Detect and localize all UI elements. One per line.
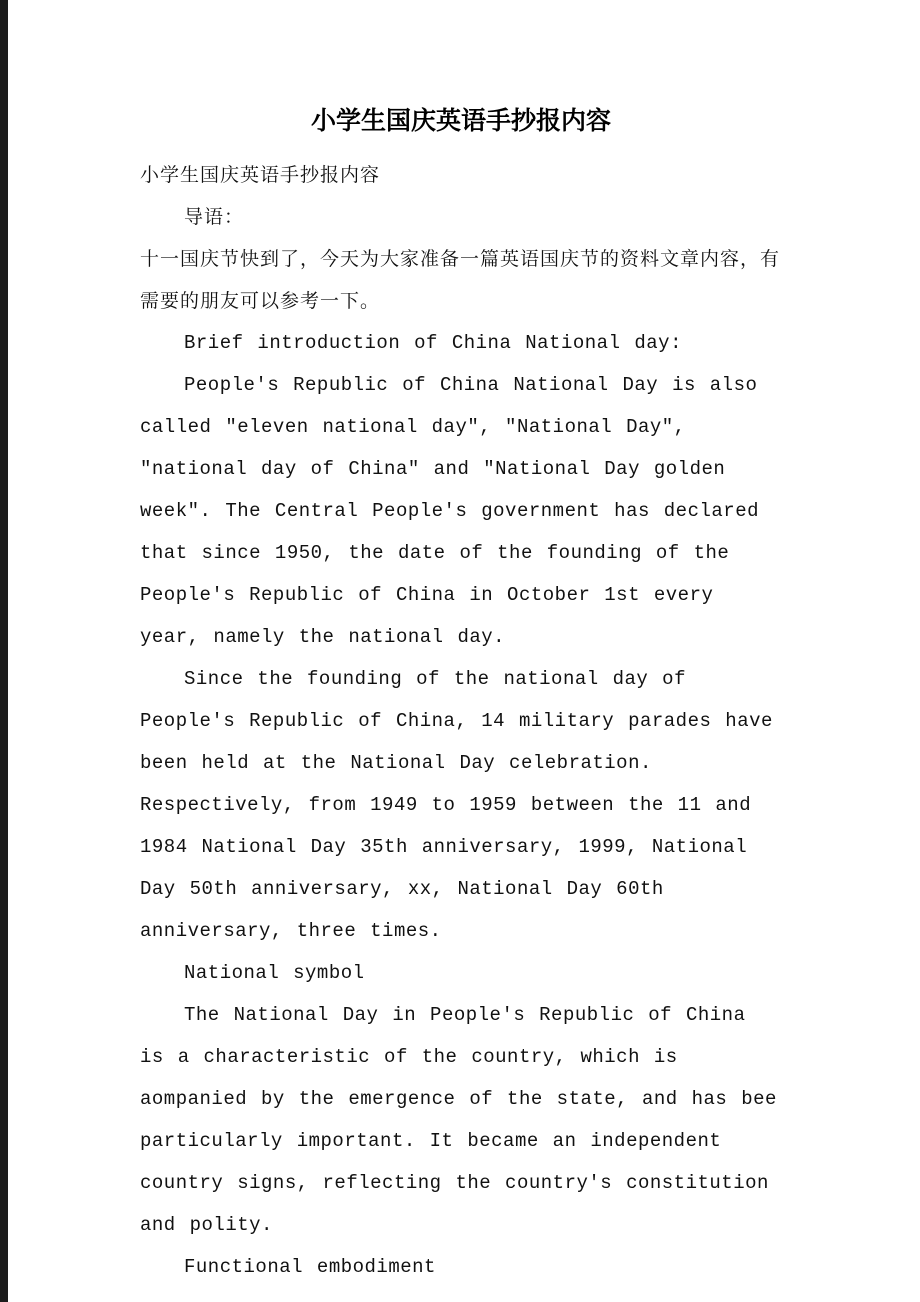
- paragraph: People's Republic of China National Day is also called "eleven national day", "National Day", "national day of China" and "National Day golden week". The Central People's government has declared that since 1950, the date of the founding of the People's Republic of China in October 1st every year, namely the national day.: [140, 374, 759, 648]
- paragraph: Brief introduction of China National day:: [184, 332, 682, 354]
- paragraph: 十一国庆节快到了，今天为大家准备一篇英语国庆节的资料文章内容，有需要的朋友可以参考一下。: [140, 248, 781, 312]
- document-page: [140, 104, 782, 1288]
- page-left-edge: [0, 0, 8, 1302]
- document-body: [140, 154, 782, 1288]
- paragraph: Functional embodiment: [184, 1256, 436, 1278]
- paragraph: 导语：: [184, 206, 245, 228]
- paragraph: National symbol: [184, 962, 365, 984]
- document-title: 小学生国庆英语手抄报内容: [310, 106, 611, 135]
- paragraph: 小学生国庆英语手抄报内容: [140, 164, 381, 186]
- paragraph: Since the founding of the national day of People's Republic of China, 14 military parades have been held at the National Day celebration. Respectively, from 1949 to 1959 between the 11 and 1984 National Day 35th anniversary, 1999, National Day 50th anniversary, xx, National Day 60th anniversary, three times.: [140, 668, 773, 942]
- paragraph: The National Day in People's Republic of China is a characteristic of the country, which is aompanied by the emergence of the state, and has bee particularly important. It became an independent country signs, reflecting the country's constitution and polity.: [140, 1004, 777, 1236]
